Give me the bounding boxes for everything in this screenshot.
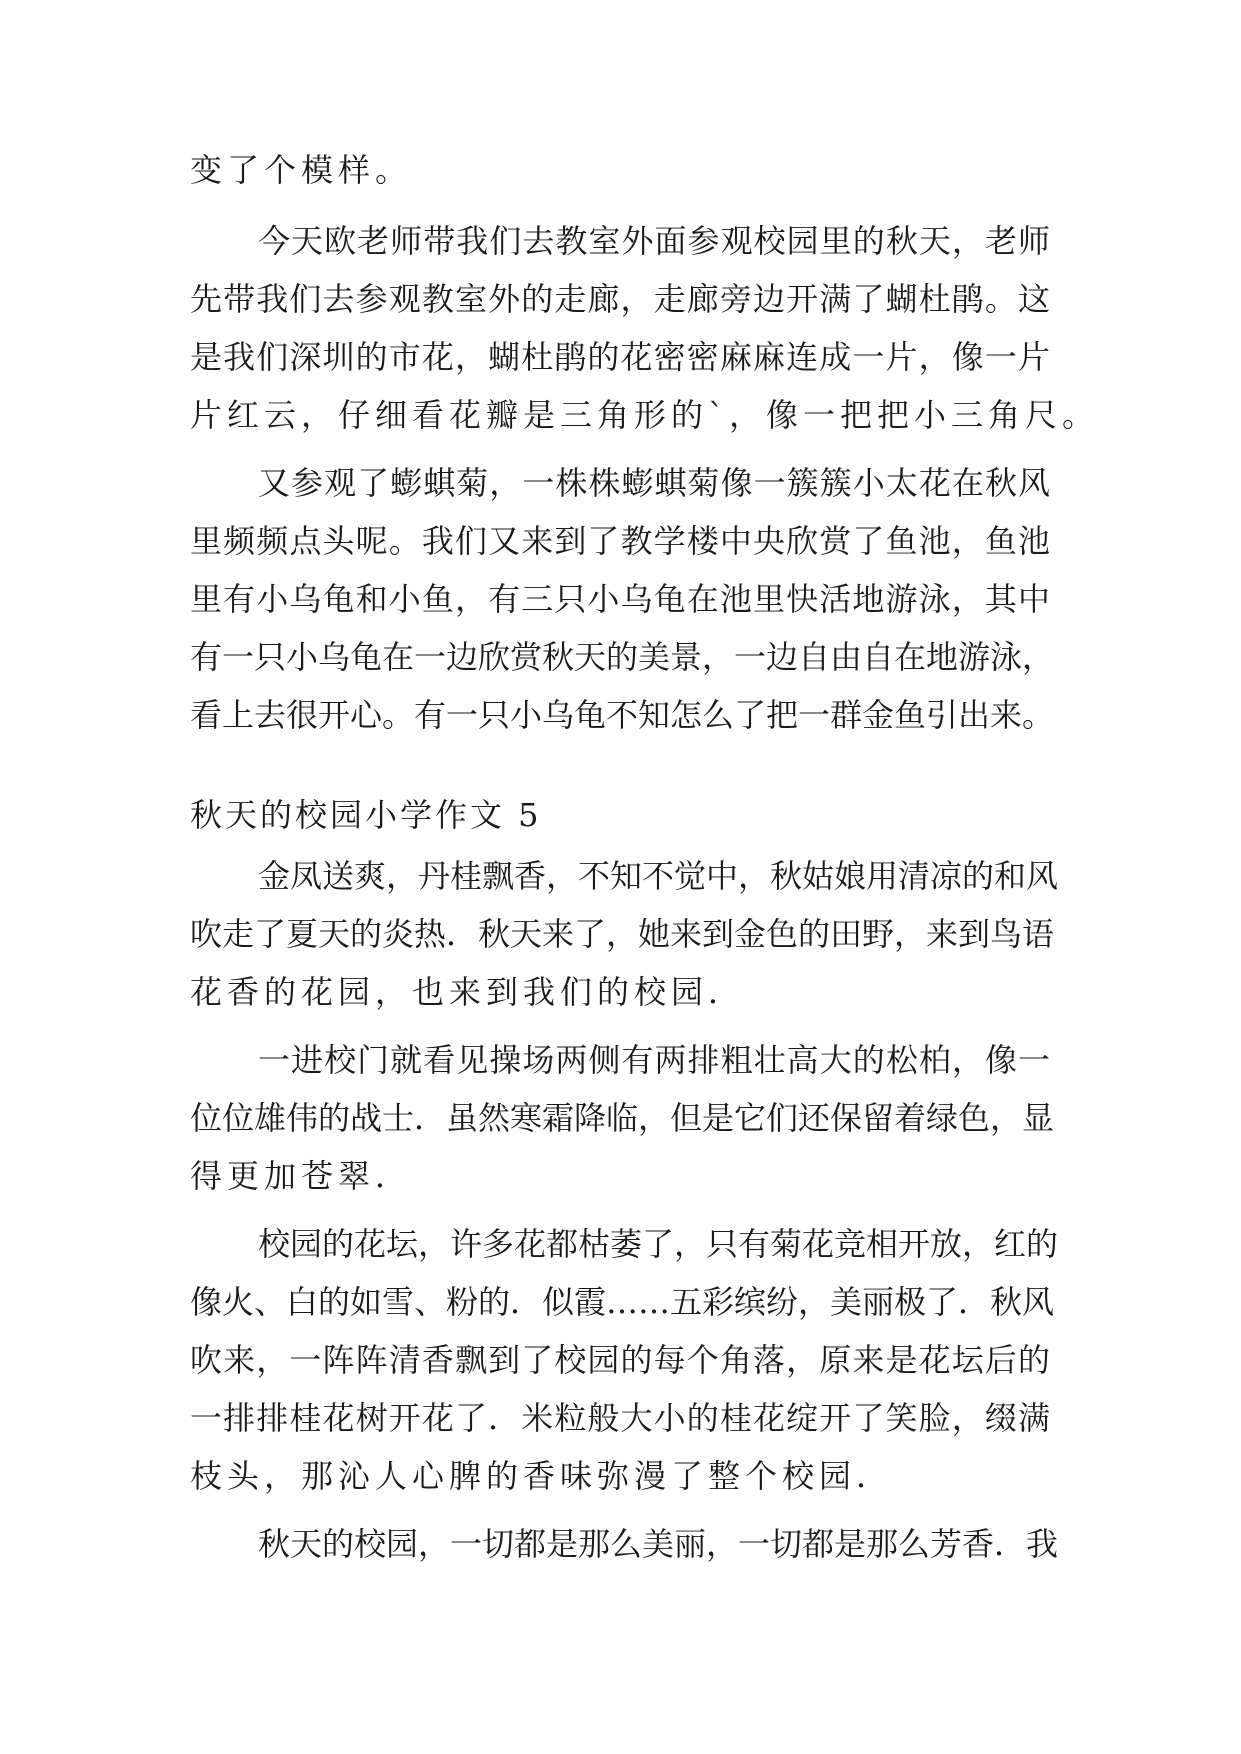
paragraph-line: 片红云，仔细看花瓣是三角形的`，像一把把小三角尺。	[190, 396, 1100, 434]
paragraph-line: 校园的花坛，许多花都枯萎了，只有菊花竞相开放，红的	[258, 1225, 1059, 1263]
paragraph-line: 枝头，那沁人心脾的香味弥漫了整个校园．	[190, 1457, 894, 1495]
paragraph-line: 有一只小乌龟在一边欣赏秋天的美景，一边自由自在地游泳，	[190, 638, 1055, 676]
paragraph-line: 变了个模样。	[190, 151, 413, 189]
section-heading: 秋天的校园小学作文 5	[190, 796, 542, 834]
paragraph-line: 先带我们去参观教室外的走廊，走廊旁边开满了蝴杜鹃。这	[190, 280, 1050, 318]
paragraph-line: 得更加苍翠．	[190, 1157, 413, 1195]
paragraph-line: 又参观了蟛蜞菊，一株株蟛蜞菊像一簇簇小太花在秋风	[258, 464, 1050, 502]
paragraph-line: 今天欧老师带我们去教室外面参观校园里的秋天，老师	[258, 222, 1050, 260]
paragraph-line: 位位雄伟的战士．虽然寒霜降临，但是它们还保留着绿色，显	[190, 1099, 1055, 1137]
paragraph-line: 是我们深圳的市花，蝴杜鹃的花密密麻麻连成一片，像一片	[190, 338, 1050, 376]
paragraph-line: 秋天的校园，一切都是那么美丽，一切都是那么芳香．我	[258, 1525, 1059, 1563]
paragraph-line: 花香的花园，也来到我们的校园．	[190, 973, 746, 1011]
paragraph-line: 看上去很开心。有一只小乌龟不知怎么了把一群金鱼引出来。	[190, 696, 1055, 734]
paragraph-line: 金凤送爽，丹桂飘香，不知不觉中，秋姑娘用清凉的和风	[258, 857, 1059, 895]
paragraph-line: 一排排桂花树开花了．米粒般大小的桂花绽开了笑脸，缀满	[190, 1399, 1050, 1437]
paragraph-line: 吹来，一阵阵清香飘到了校园的每个角落，原来是花坛后的	[190, 1341, 1050, 1379]
paragraph-line: 里频频点头呢。我们又来到了教学楼中央欣赏了鱼池，鱼池	[190, 522, 1050, 560]
paragraph-line: 吹走了夏天的炎热．秋天来了，她来到金色的田野，来到鸟语	[190, 915, 1055, 953]
paragraph-line: 像火、白的如雪、粉的．似霞……五彩缤纷，美丽极了．秋风	[190, 1283, 1055, 1321]
paragraph-line: 里有小乌龟和小鱼，有三只小乌龟在池里快活地游泳，其中	[190, 580, 1050, 618]
paragraph-line: 一进校门就看见操场两侧有两排粗壮高大的松柏，像一	[258, 1041, 1050, 1079]
